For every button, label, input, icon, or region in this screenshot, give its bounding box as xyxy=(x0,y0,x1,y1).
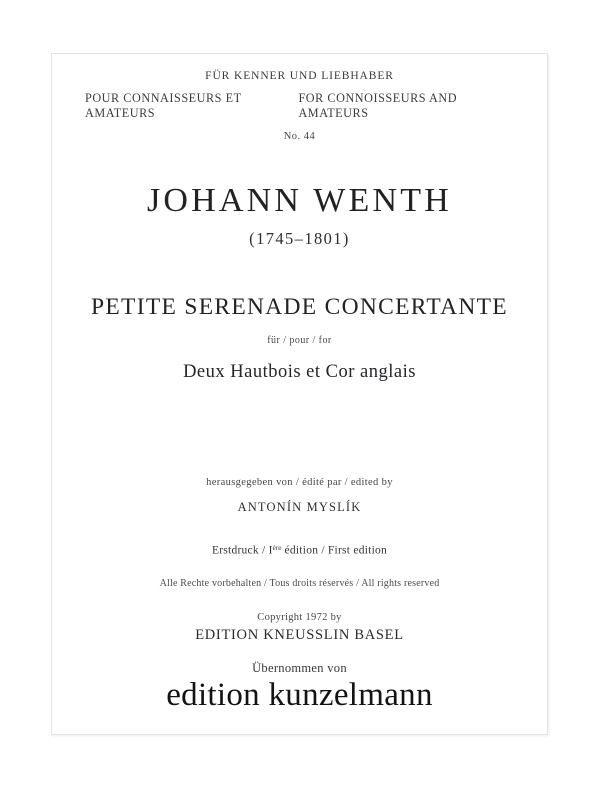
copyright-line: Copyright 1972 by xyxy=(257,612,342,623)
series-header xyxy=(52,70,547,142)
edition-statement xyxy=(52,544,547,557)
edition-prefix: Erstdruck / I xyxy=(211,544,273,557)
work-for-label: für / pour / for xyxy=(267,335,332,346)
editor-block xyxy=(52,477,547,515)
taken-over-label: Übernommen von xyxy=(252,661,347,675)
edition-suffix: édition / First edition xyxy=(281,544,388,557)
composer-dates: (1745–1801) xyxy=(249,229,350,248)
composer-name: JOHANN WENTH xyxy=(146,182,453,219)
editor-credit-label: herausgegeben von / édité par / edited by xyxy=(206,477,393,488)
edition-ordinal-superscript: ère xyxy=(272,544,282,552)
series-number: No. 44 xyxy=(283,131,316,142)
series-title-english: FOR CONNOISSEURS AND AMATEURS xyxy=(298,91,458,120)
composer-block xyxy=(52,182,547,249)
work-block xyxy=(52,294,547,383)
copyright-publisher: EDITION KNEUSSLIN BASEL xyxy=(195,627,404,643)
work-title: PETITE SERENADE CONCERTANTE xyxy=(91,294,508,320)
series-title-row xyxy=(52,91,547,121)
title-page-sheet xyxy=(51,53,548,735)
rights-reserved-line: Alle Rechte vorbehalten / Tous droits réservés / All rights reserved xyxy=(159,578,440,589)
series-title-german: FÜR KENNER UND LIEBHABER xyxy=(205,70,394,82)
editor-name: ANTONÍN MYSLÍK xyxy=(237,500,362,514)
copyright-block xyxy=(52,612,547,676)
series-title-french: POUR CONNAISSEURS ET AMATEURS xyxy=(85,91,242,120)
work-instrumentation: Deux Hautbois et Cor anglais xyxy=(183,362,416,382)
publisher-logo: edition kunzelmann xyxy=(166,677,433,713)
